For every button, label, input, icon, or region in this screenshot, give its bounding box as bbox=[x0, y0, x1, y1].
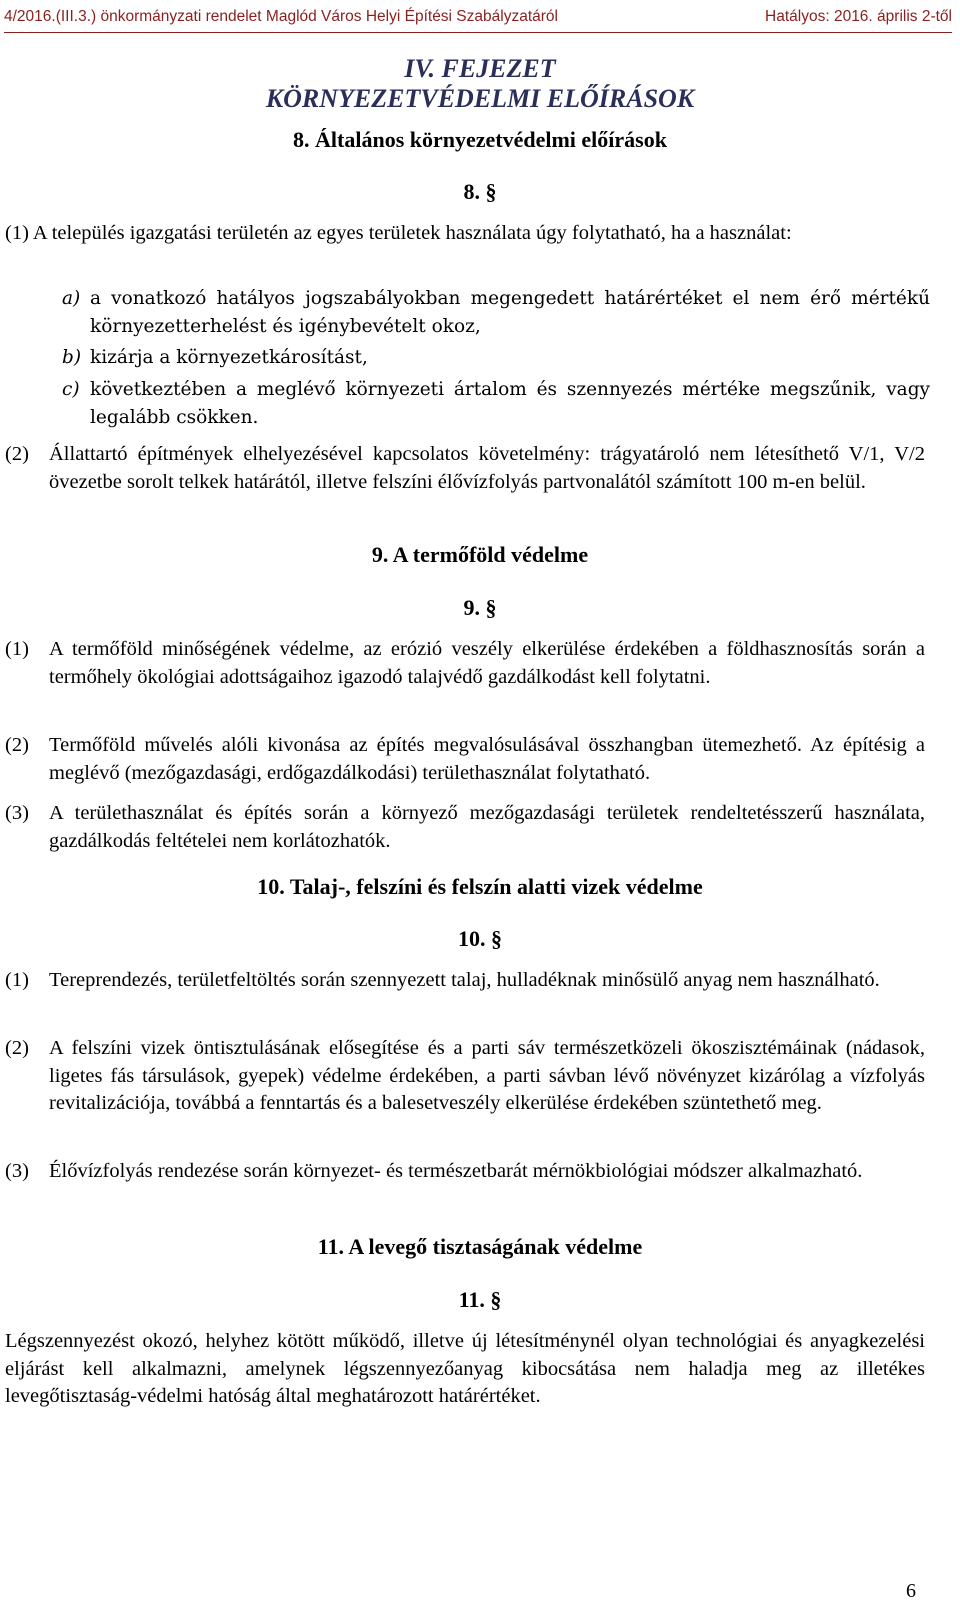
section-11-mark: 11. § bbox=[458, 1287, 502, 1312]
paragraph-number: (3) bbox=[5, 802, 29, 824]
section-10-paragraph-3 bbox=[5, 1158, 925, 1214]
paragraph-number: (2) bbox=[5, 734, 29, 756]
paragraph-number: (1) bbox=[5, 222, 29, 244]
section-11-paragraph: Légszennyezést okozó, helyhez kötött működő, illetve új létesítménynél olyan technológiai és anyagkezelési eljárást kell alkalmazni, amelynek légszennyezőanyag kibocsátása nem haladja meg az illetékes levegőtisztaság-védelmi hatóság által meghatározott határértéket. bbox=[5, 1330, 925, 1407]
list-text: következtében a meglévő környezeti ártalom és szennyezés mértéke megszűnik, vagy legalább csökken. bbox=[90, 379, 930, 428]
list-letter: c) bbox=[62, 379, 80, 400]
paragraph-number: (2) bbox=[5, 1037, 29, 1059]
section-10-mark: 10. § bbox=[458, 926, 502, 951]
section-9-paragraph-3 bbox=[5, 800, 925, 856]
paragraph-number: (2) bbox=[5, 443, 29, 465]
chapter-number: IV. FEJEZET bbox=[404, 54, 556, 83]
header-document-title: 4/2016.(III.3.) önkormányzati rendelet Maglód Város Helyi Építési Szabályzatáról bbox=[4, 8, 558, 25]
section-9-heading: 9. A termőföld védelme bbox=[371, 542, 589, 567]
section-8-paragraph-2 bbox=[5, 441, 925, 525]
running-header bbox=[4, 4, 952, 30]
section-9-mark: 9. § bbox=[463, 595, 497, 620]
paragraph-number: (1) bbox=[5, 969, 29, 991]
paragraph-text: Élővízfolyás rendezése során környezet- és természetbarát mérnökbiológiai módszer alkalmazható. bbox=[49, 1160, 863, 1182]
chapter-title: KÖRNYEZETVÉDELMI ELŐÍRÁSOK bbox=[265, 84, 695, 113]
section-11-heading: 11. A levegő tisztaságának védelme bbox=[317, 1234, 643, 1259]
section-8-heading: 8. Általános környezetvédelmi előírások bbox=[293, 127, 667, 152]
section-10-paragraph-2 bbox=[5, 1035, 925, 1147]
paragraph-number: (3) bbox=[5, 1160, 29, 1182]
list-text: kizárja a környezetkárosítást, bbox=[90, 347, 368, 368]
paragraph-text: Tereprendezés, területfeltöltés során szennyezett talaj, hulladéknak minősülő anyag nem használható. bbox=[49, 969, 880, 991]
header-divider bbox=[4, 32, 952, 33]
paragraph-text: A területhasználat és építés során a környező mezőgazdasági területek rendeltetésszerű használata, gazdálkodás feltételei nem korlátozhatók. bbox=[49, 802, 925, 852]
list-letter: b) bbox=[62, 347, 82, 368]
header-effective-date: Hatályos: 2016. április 2-től bbox=[765, 8, 952, 25]
paragraph-text: Állattartó építmények elhelyezésével kapcsolatos követelmény: trágyatároló nem létesíthető V/1, V/2 övezetbe sorolt telkek határától, illetve felszíni élővízfolyás partvonalától számított 100 m-en belül. bbox=[49, 443, 925, 493]
section-8-paragraph-1 bbox=[5, 220, 925, 248]
list-letter: a) bbox=[62, 288, 81, 309]
page-number: 6 bbox=[906, 1580, 916, 1602]
paragraph-text: A felszíni vizek öntisztulásának elősegítése és a parti sáv természetközeli ökoszisztémáinak (nádasok, ligetes fás társulások, gyepek) védelme érdekében, a parti sávban lévő növényzet kizárólag a vízfolyás revitalizációja, továbbá a fenntartás és a balesetveszély elkerülése érdekében szüntethető meg. bbox=[49, 1037, 925, 1114]
section-8-mark: 8. § bbox=[463, 179, 497, 204]
paragraph-number: (1) bbox=[5, 638, 29, 660]
paragraph-text: A település igazgatási területén az egyes területek használata úgy folytatható, ha a használat: bbox=[32, 222, 792, 244]
section-10-heading: 10. Talaj-, felszíni és felszín alatti vizek védelme bbox=[257, 874, 703, 899]
list-item-a bbox=[62, 285, 930, 341]
section-10-paragraph-1 bbox=[5, 967, 925, 1023]
list-item-b bbox=[62, 344, 930, 372]
list-text: a vonatkozó hatályos jogszabályokban megengedett határértéket el nem érő mértékű környezetterhelést és igénybevételt okoz, bbox=[90, 288, 930, 337]
section-9-paragraph-1 bbox=[5, 636, 925, 720]
section-9-paragraph-2 bbox=[5, 732, 925, 788]
paragraph-text: Termőföld művelés alóli kivonása az építés megvalósulásával összhangban ütemezhető. Az építésig a meglévő (mezőgazdasági, erdőgazdálkodási) területhasználat folytatható. bbox=[49, 734, 925, 784]
paragraph-text: A termőföld minőségének védelme, az erózió veszély elkerülése érdekében a földhasznosítás során a termőhely ökológiai adottságaihoz igazodó talajvédő gazdálkodást kell folytatni. bbox=[49, 638, 925, 688]
list-item-c bbox=[62, 376, 930, 432]
